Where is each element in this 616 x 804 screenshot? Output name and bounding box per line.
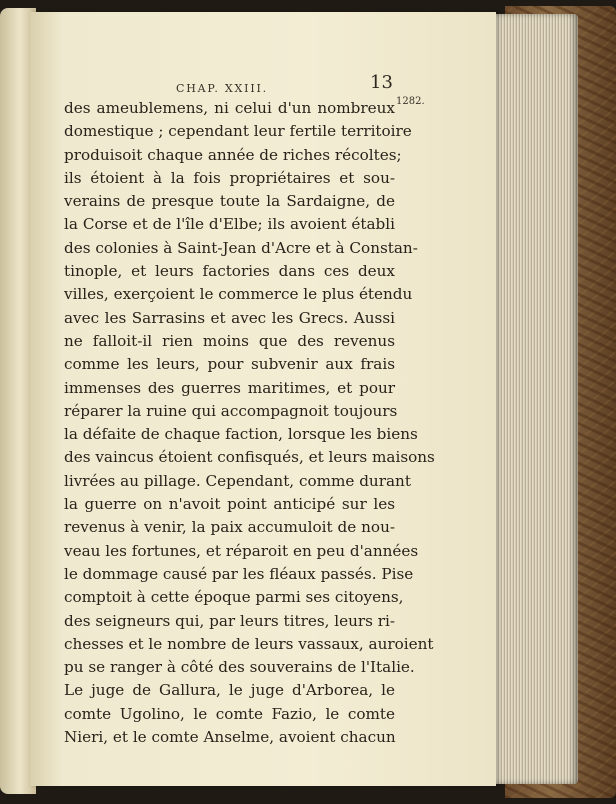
text-line: des colonies à Saint-Jean d'Acre et à Constan- xyxy=(64,238,418,257)
text-line: comte Ugolino, le comte Fazio, le comte xyxy=(64,704,395,723)
page-stack-edges xyxy=(488,14,578,784)
text-line: avec les Sarrasins et avec les Grecs. Aussi xyxy=(64,308,395,327)
text-line: des vaincus étoient confisqués, et leurs maisons xyxy=(64,448,435,467)
text-line: ne falloit-il rien moins que des revenus xyxy=(64,331,395,350)
text-line: revenus à venir, la paix accumuloit de nou- xyxy=(64,518,395,537)
text-line: pu se ranger à côté des souverains de l'Italie. xyxy=(64,658,415,677)
text-line: produisoit chaque année de riches récoltes; xyxy=(64,145,402,164)
text-line: tinople, et leurs factories dans ces deux xyxy=(64,262,395,281)
text-line: la Corse et de l'île d'Elbe; ils avoient établi xyxy=(64,215,395,234)
text-line: réparer la ruine qui accompagnoit toujours xyxy=(64,401,398,420)
text-line: ils étoient à la fois propriétaires et sou- xyxy=(64,168,395,187)
text-line: comptoit à cette époque parmi ses citoyens, xyxy=(64,588,404,607)
text-line: livrées au pillage. Cependant, comme durant xyxy=(64,471,411,490)
text-line: des seigneurs qui, par leurs titres, leurs ri- xyxy=(64,611,396,630)
running-header xyxy=(0,72,616,96)
text-line: domestique ; cependant leur fertile territoire xyxy=(64,122,412,141)
text-line: comme les leurs, pour subvenir aux frais xyxy=(64,355,395,374)
page-number: 13 xyxy=(370,72,393,93)
text-line: chesses et le nombre de leurs vassaux, auroient xyxy=(64,634,434,653)
text-line: Nieri, et le comte Anselme, avoient chacun xyxy=(64,728,396,747)
text-line: immenses des guerres maritimes, et pour xyxy=(64,378,395,397)
text-line: verains de presque toute la Sardaigne, de xyxy=(64,192,395,211)
text-line: Le juge de Gallura, le juge d'Arborea, le xyxy=(64,681,395,700)
margin-year-note: 1282. xyxy=(396,96,425,107)
text-line: le dommage causé par les fléaux passés. Pise xyxy=(64,564,414,583)
text-line: veau les fortunes, et réparoit en peu d'années xyxy=(64,541,419,560)
text-line: des ameublemens, ni celui d'un nombreux xyxy=(64,99,395,117)
chapter-heading: CHAP. XXIII. xyxy=(176,82,268,95)
text-line: la défaite de chaque faction, lorsque les biens xyxy=(64,425,418,444)
text-line: villes, exerçoient le commerce le plus étendu xyxy=(64,285,413,304)
text-line: la guerre on n'avoit point anticipé sur les xyxy=(64,495,395,514)
